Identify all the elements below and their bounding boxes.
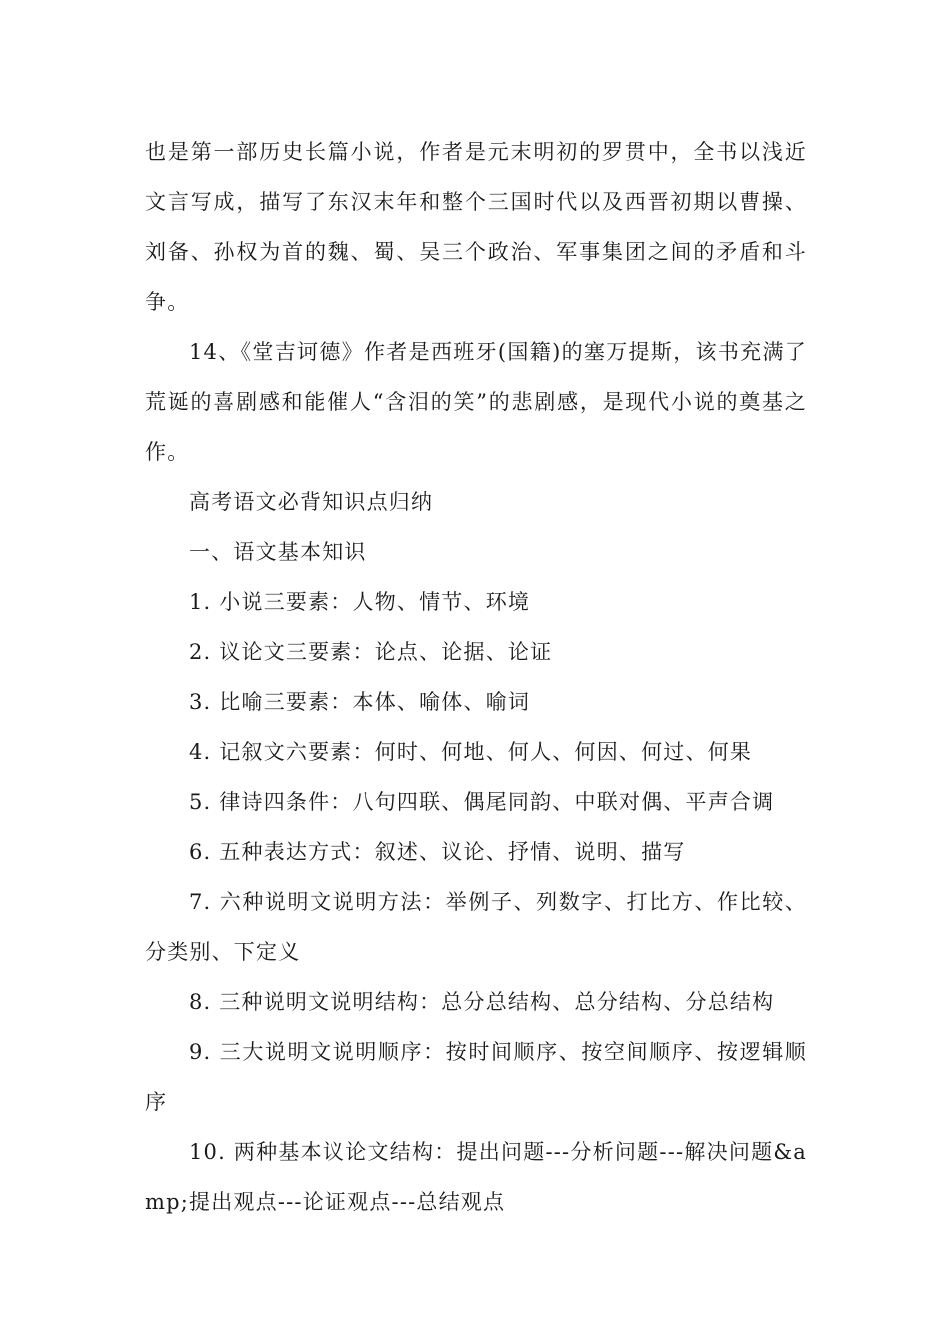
list-item-1: 1. 小说三要素：人物、情节、环境 — [189, 590, 531, 614]
subsection-title: 一、语文基本知识 — [189, 540, 367, 564]
list-item-8: 8. 三种说明文说明结构：总分总结构、总分结构、分总结构 — [189, 990, 775, 1014]
paragraph-three-kingdoms: 也是第一部历史长篇小说，作者是元末明初的罗贯中，全书以浅近文言写成，描写了东汉末年和整个三国时代以及西晋初期以曹操、刘备、孙权为首的魏、蜀、吴三个政治、军事集团之间的矛盾和斗争。 — [145, 140, 807, 314]
document-page — [145, 127, 807, 1227]
list-item-10: 10. 两种基本议论文结构：提出问题---分析问题---解决问题&amp;提出观点---论证观点---总结观点 — [145, 1140, 807, 1214]
list-item-3: 3. 比喻三要素：本体、喻体、喻词 — [189, 690, 531, 714]
list-item-4: 4. 记叙文六要素：何时、何地、何人、何因、何过、何果 — [189, 740, 753, 764]
section-title: 高考语文必背知识点归纳 — [189, 490, 434, 514]
list-item-7: 7. 六种说明文说明方法：举例子、列数字、打比方、作比较、分类别、下定义 — [145, 890, 807, 964]
list-item-2: 2. 议论文三要素：论点、论据、论证 — [189, 640, 553, 664]
paragraph-don-quixote: 14、《堂吉诃德》作者是西班牙(国籍)的塞万提斯，该书充满了荒诞的喜剧感和能催人“含泪的笑”的悲剧感，是现代小说的奠基之作。 — [145, 340, 807, 464]
list-item-9: 9. 三大说明文说明顺序：按时间顺序、按空间顺序、按逻辑顺序 — [145, 1040, 807, 1114]
list-item-5: 5. 律诗四条件：八句四联、偶尾同韵、中联对偶、平声合调 — [189, 790, 775, 814]
list-item-6: 6. 五种表达方式：叙述、议论、抒情、说明、描写 — [189, 840, 686, 864]
